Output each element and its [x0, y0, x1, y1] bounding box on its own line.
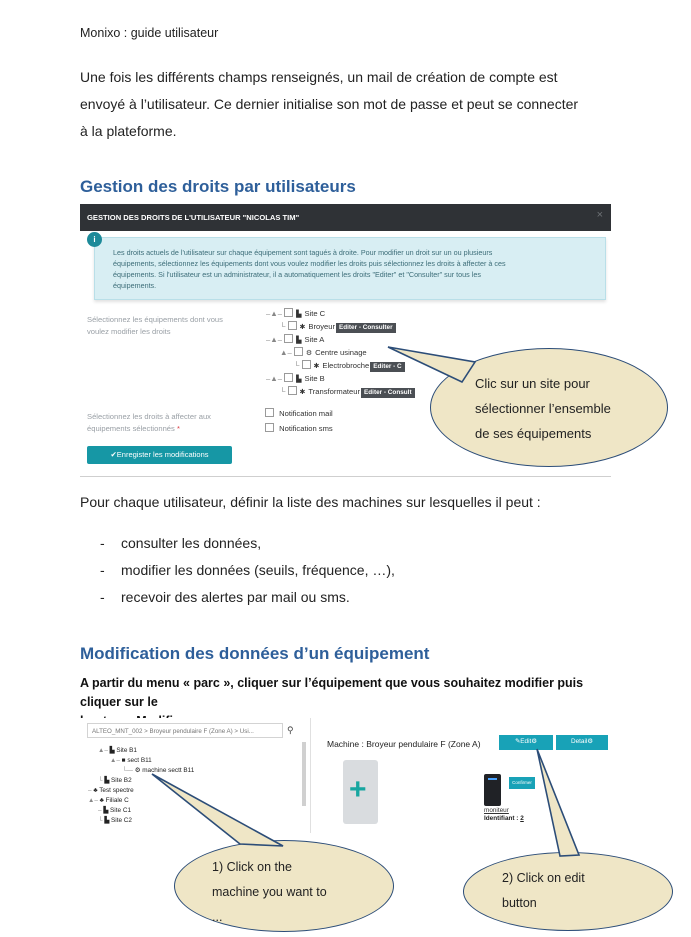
tree-node-electrobroche[interactable]: └ ✱ Electrobroche Editer - C [294, 360, 405, 371]
label-line: équipements sélectionnés [87, 424, 175, 433]
section-title-rights: Gestion des droits par utilisateurs [80, 177, 356, 196]
required-star: * [176, 424, 180, 433]
list-dash: - [100, 589, 105, 605]
tree-label: Broyeur [308, 322, 335, 331]
list-text: consulter les données, [121, 535, 262, 551]
add-icon: + [349, 773, 367, 806]
callout-line: ... [212, 910, 223, 924]
park-tree-item[interactable]: └ ▙ Site C2 [98, 817, 132, 824]
tree-label: Electrobroche [322, 361, 370, 370]
device-id-value: 2 [520, 815, 524, 822]
square-icon: ■ [121, 757, 126, 764]
factory-icon: ▙ [104, 777, 110, 784]
tree-label: Site B2 [111, 777, 132, 784]
park-tree-item[interactable]: └ ▙ Site B2 [98, 777, 132, 784]
park-tree-item[interactable]: – ▙ Site C1 [98, 807, 132, 814]
detail-button[interactable]: Detail⚙ [556, 735, 608, 750]
tree-label: Site C2 [111, 817, 132, 824]
gear-icon: ✱ [299, 324, 306, 331]
info-icon: i [87, 232, 102, 247]
rights-tag: Editer - C [370, 362, 404, 372]
tree-label: Site B1 [116, 747, 137, 754]
park-tree-item[interactable]: ▲– ■ sect B11 [110, 757, 152, 764]
gear-icon: ✱ [313, 363, 320, 370]
callout-line: 1) Click on the [212, 860, 292, 874]
modal-title: GESTION DES DROITS DE L'UTILISATEUR "NICOLAS TIM" [87, 213, 300, 222]
factory-icon: ▙ [104, 817, 110, 824]
confirm-button[interactable]: Confirmer [509, 777, 535, 789]
pointer-edit [537, 749, 579, 856]
info-line: équipements. Si l'utilisateur est un administrateur, il a automatiquement les droits "Editer" et "Consulter" sur tous les [113, 270, 481, 279]
gear-icon: ⚙ [134, 767, 141, 774]
tree-label: Site B [304, 374, 325, 383]
section-title-modify: Modification des données d’un équipement [80, 644, 430, 663]
device-name[interactable]: moniteur [484, 807, 509, 814]
gear-icon: ✱ [299, 389, 306, 396]
callout-line: 2) Click on edit [502, 871, 585, 885]
factory-icon: ▙ [103, 807, 109, 814]
tree-node-site-b[interactable]: –▲– ▙ Site B [266, 374, 325, 383]
equipment-select[interactable]: ALTEO_MNT_002 > Broyeur pendulaire F (Zone A) > Usi... [87, 723, 283, 738]
park-tree-item[interactable]: – ♣ Test spectre [88, 787, 134, 794]
label-line: voulez modifier les droits [87, 327, 171, 336]
tree-label: Centre usinage [315, 348, 367, 357]
device-id-label: Identifiant : [484, 815, 519, 822]
callout-line: sélectionner l’ensemble [475, 401, 611, 416]
list-dash: - [100, 535, 105, 551]
tree-node-centre[interactable]: ▲– ⚙ Centre usinage [280, 348, 367, 357]
tree-label: Site A [304, 335, 325, 344]
rights-tag: Editer - Consult [361, 388, 415, 398]
tree-node-transformateur[interactable]: └ ✱ Transformateur Editer - Consult [280, 386, 415, 397]
park-tree-item[interactable]: ▲– ▙ Site B1 [98, 747, 137, 754]
tree-icon: ♣ [99, 797, 104, 804]
callout-line: machine you want to [212, 885, 327, 899]
pointer-machine [152, 774, 283, 846]
label-line: Sélectionnez les équipements dont vous [87, 315, 223, 324]
paragraph-line: A partir du menu « parc », cliquer sur l’équipement que vous souhaitez modifier puis cliquer sur le [80, 676, 584, 709]
option-label: Notification sms [279, 424, 333, 433]
intro-line: envoyé à l’utilisateur. Ce dernier initialise son mot de passe et peut se connecter [80, 96, 579, 112]
list-dash: - [100, 562, 105, 578]
callout-line: Clic sur un site pour [475, 376, 590, 391]
tree-label: Site C1 [110, 807, 132, 814]
tree-label: machine sectt B11 [142, 767, 195, 774]
machine-title: Machine : Broyeur pendulaire F (Zone A) [327, 739, 481, 749]
close-icon[interactable]: × [596, 209, 603, 221]
list-text: modifier les données (seuils, fréquence, …), [121, 562, 395, 578]
tree-node-site-c[interactable]: –▲– ▙ Site C [266, 309, 326, 318]
tree-label: Transformateur [308, 387, 361, 396]
tree-label: sect B11 [127, 757, 152, 764]
rights-tag: Editer - Consulter [336, 323, 396, 333]
edit-button[interactable]: ✎Edit⚙ [499, 735, 553, 750]
tree-icon: ♣ [93, 787, 98, 794]
callout-line: de ses équipements [475, 426, 592, 441]
tree-node-site-a[interactable]: –▲– ▙ Site A [266, 335, 325, 344]
pointer-site [388, 347, 475, 382]
factory-icon: ▙ [296, 376, 302, 383]
option-label: Notification mail [279, 409, 333, 418]
gears-icon: ⚙ [305, 350, 313, 357]
info-line: équipements. [113, 281, 157, 290]
search-icon[interactable]: ⚲ [287, 725, 294, 735]
save-rights-button[interactable]: ✔Enregister les modifications [87, 446, 232, 464]
tree-label: Filiale C [105, 797, 129, 804]
paragraph-rights: Pour chaque utilisateur, définir la liste des machines sur lesquelles il peut : [80, 494, 541, 510]
tree-label: Test spectre [99, 787, 134, 794]
factory-icon: ▙ [109, 747, 115, 754]
factory-icon: ▙ [296, 337, 302, 344]
tree-label: Site C [304, 309, 326, 318]
park-tree-item[interactable]: ▲– ♣ Filiale C [88, 797, 129, 804]
document-header: Monixo : guide utilisateur [80, 26, 219, 40]
info-line: équipements, sélectionnez les équipements dont vous voulez modifier les droits puis sélectionnez les droits à affecter à ces [113, 259, 506, 268]
park-tree-item[interactable]: └— ⚙ machine sectt B11 [122, 767, 195, 774]
factory-icon: ▙ [296, 311, 302, 318]
intro-line: à la plateforme. [80, 123, 177, 139]
info-line: Les droits actuels de l'utilisateur sur chaque équipement sont tagués à droite. Pour modifier un droit sur un ou plusieurs [113, 248, 493, 257]
callout-line: button [502, 896, 537, 910]
tree-node-broyeur[interactable]: └ ✱ Broyeur Editer - Consulter [280, 321, 396, 332]
intro-line: Une fois les différents champs renseignés, un mail de création de compte est [80, 69, 558, 85]
label-line: Sélectionnez les droits à affecter aux [87, 412, 211, 421]
list-text: recevoir des alertes par mail ou sms. [121, 589, 350, 605]
